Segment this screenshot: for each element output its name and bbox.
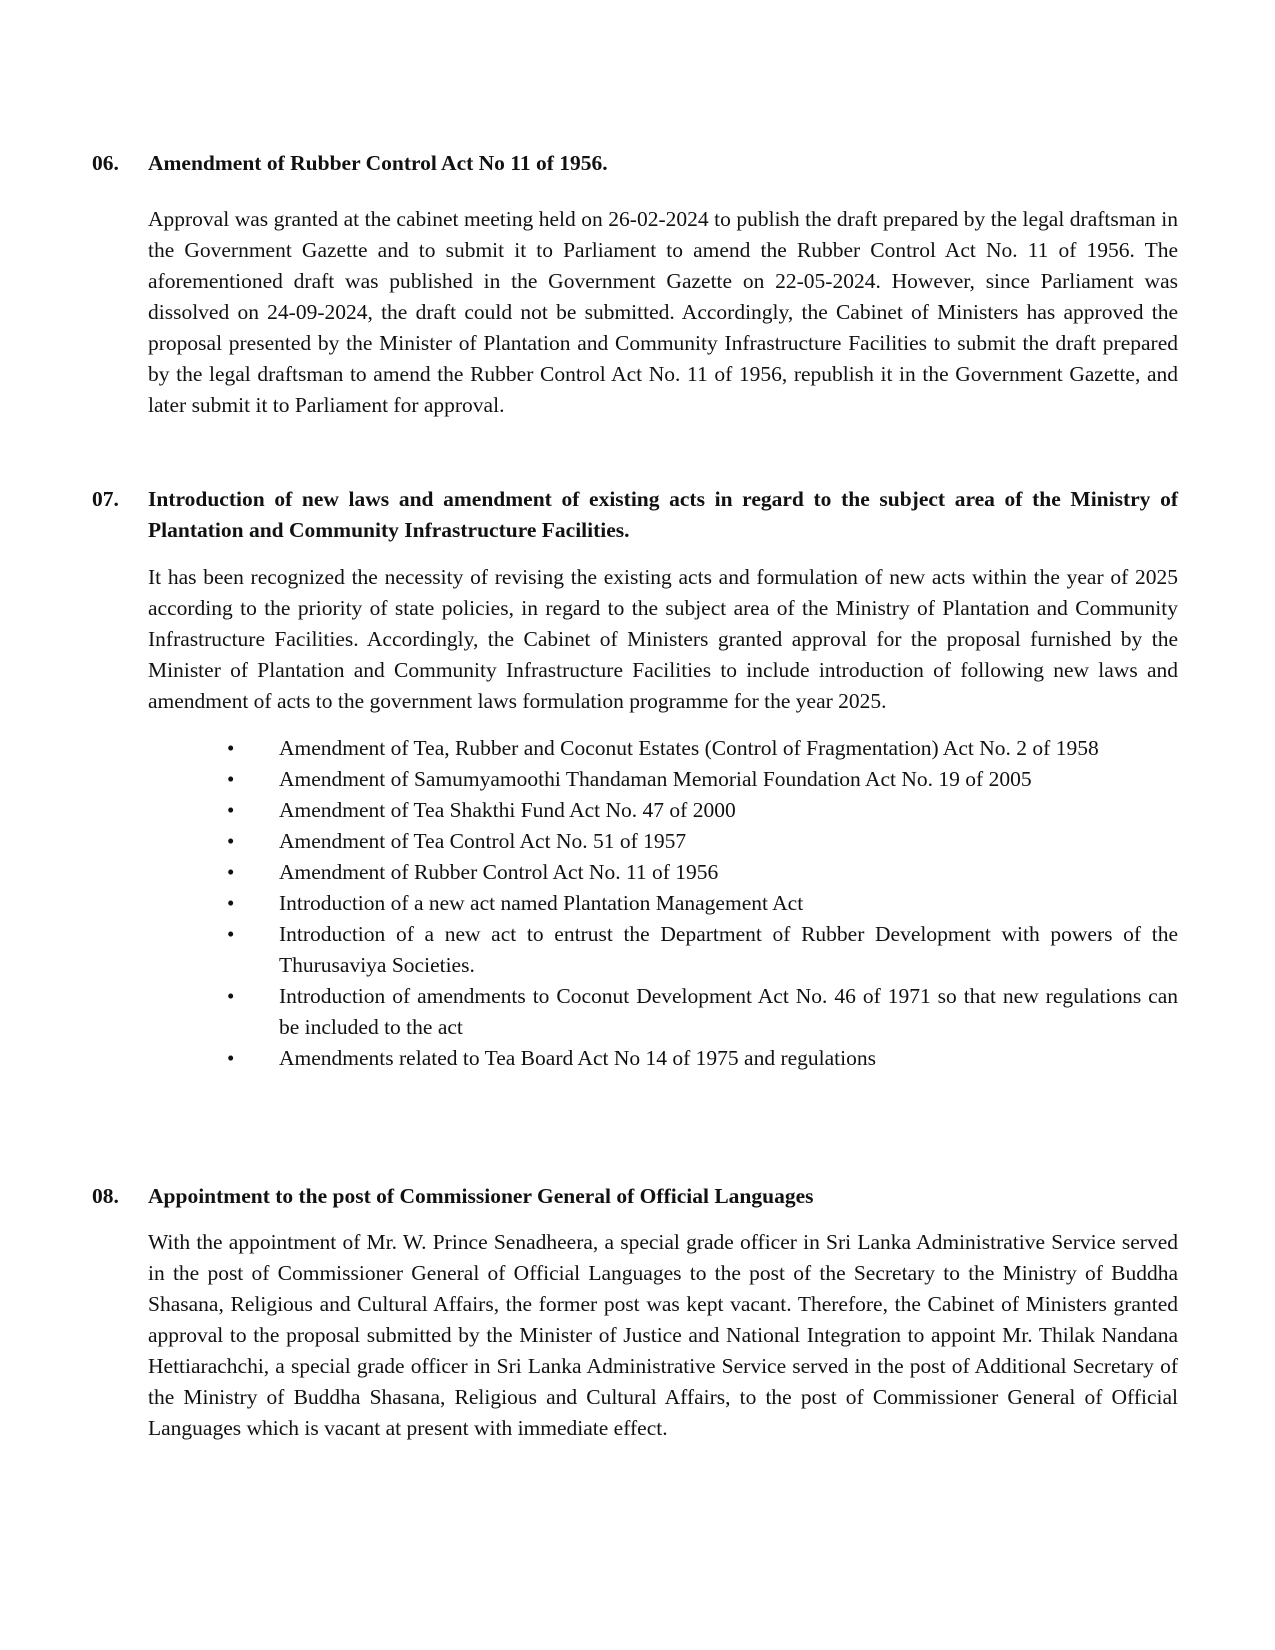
list-item <box>223 795 1178 826</box>
section-heading <box>92 148 1178 179</box>
list-item-text: Amendment of Tea Control Act No. 51 of 1957 <box>279 829 687 853</box>
list-item <box>223 764 1178 795</box>
section-title: Introduction of new laws and amendment of existing acts in regard to the subject area of the Ministry of Plantation and Community Infrastructure Facilities. <box>148 487 1178 542</box>
list-item <box>223 981 1178 1043</box>
bullet-icon: • <box>227 860 235 884</box>
section-number: 08. <box>92 1184 119 1208</box>
list-item <box>223 733 1178 764</box>
list-item <box>223 826 1178 857</box>
section-heading <box>92 1181 1178 1212</box>
list-item <box>223 919 1178 981</box>
bullet-icon: • <box>227 798 235 822</box>
bullet-icon: • <box>227 829 235 853</box>
bullet-icon: • <box>227 984 235 1008</box>
section-title: Appointment to the post of Commissioner General of Official Languages <box>148 1184 814 1208</box>
bullet-icon: • <box>227 767 235 791</box>
section-08 <box>92 1181 1178 1444</box>
list-item <box>223 1043 1178 1074</box>
section-paragraph: With the appointment of Mr. W. Prince Senadheera, a special grade officer in Sri Lanka Administrative Service served in the post of Commissioner General of Official Languages to the post of the Secretary to the Ministry of Buddha Shasana, Religious and Cultural Affairs, the former post was kept vacant. Therefore, the Cabinet of Ministers granted approval to the proposal submitted by the Minister of Justice and National Integration to appoint Mr. Thilak Nandana Hettiarachchi, a special grade officer in Sri Lanka Administrative Service served in the post of Additional Secretary of the Ministry of Buddha Shasana, Religious and Cultural Affairs, to the post of Commissioner General of Official Languages which is vacant at present with immediate effect. <box>148 1230 1178 1440</box>
bullet-icon: • <box>227 1046 235 1070</box>
bullet-list <box>223 733 1178 1074</box>
bullet-icon: • <box>227 736 235 760</box>
list-item <box>223 888 1178 919</box>
section-number: 06. <box>92 151 119 175</box>
list-item-text: Amendment of Rubber Control Act No. 11 of 1956 <box>279 860 719 884</box>
section-paragraph: It has been recognized the necessity of revising the existing acts and formulation of new acts within the year of 2025 according to the priority of state policies, in regard to the subject area of the Ministry of Plantation and Community Infrastructure Facilities. Accordingly, the Cabinet of Ministers granted approval for the proposal furnished by the Minister of Plantation and Community Infrastructure Facilities to include introduction of following new laws and amendment of acts to the government laws formulation programme for the year 2025. <box>148 565 1178 713</box>
section-06 <box>92 148 1178 421</box>
list-item-text: Introduction of amendments to Coconut Development Act No. 46 of 1971 so that new regulations can be included to the act <box>279 984 1178 1039</box>
section-number: 07. <box>92 487 119 511</box>
list-item-text: Amendment of Samumyamoothi Thandaman Memorial Foundation Act No. 19 of 2005 <box>279 767 1032 791</box>
section-title: Amendment of Rubber Control Act No 11 of 1956. <box>148 151 608 175</box>
bullet-icon: • <box>227 891 235 915</box>
section-heading <box>92 484 1178 546</box>
list-item-text: Amendment of Tea Shakthi Fund Act No. 47 of 2000 <box>279 798 736 822</box>
list-item-text: Introduction of a new act named Plantation Management Act <box>279 891 804 915</box>
list-item-text: Amendment of Tea, Rubber and Coconut Estates (Control of Fragmentation) Act No. 2 of 1958 <box>279 736 1099 760</box>
list-item-text: Amendments related to Tea Board Act No 14 of 1975 and regulations <box>279 1046 876 1070</box>
bullet-icon: • <box>227 922 235 946</box>
section-paragraph: Approval was granted at the cabinet meeting held on 26-02-2024 to publish the draft prepared by the legal draftsman in the Government Gazette and to submit it to Parliament to amend the Rubber Control Act No. 11 of 1956. The aforementioned draft was published in the Government Gazette on 22-05-2024. However, since Parliament was dissolved on 24-09-2024, the draft could not be submitted. Accordingly, the Cabinet of Ministers has approved the proposal presented by the Minister of Plantation and Community Infrastructure Facilities to submit the draft prepared by the legal draftsman to amend the Rubber Control Act No. 11 of 1956, republish it in the Government Gazette, and later submit it to Parliament for approval. <box>148 207 1178 417</box>
section-07 <box>92 484 1178 1074</box>
list-item-text: Introduction of a new act to entrust the Department of Rubber Development with powers of the Thurusaviya Societies. <box>279 922 1178 977</box>
list-item <box>223 857 1178 888</box>
